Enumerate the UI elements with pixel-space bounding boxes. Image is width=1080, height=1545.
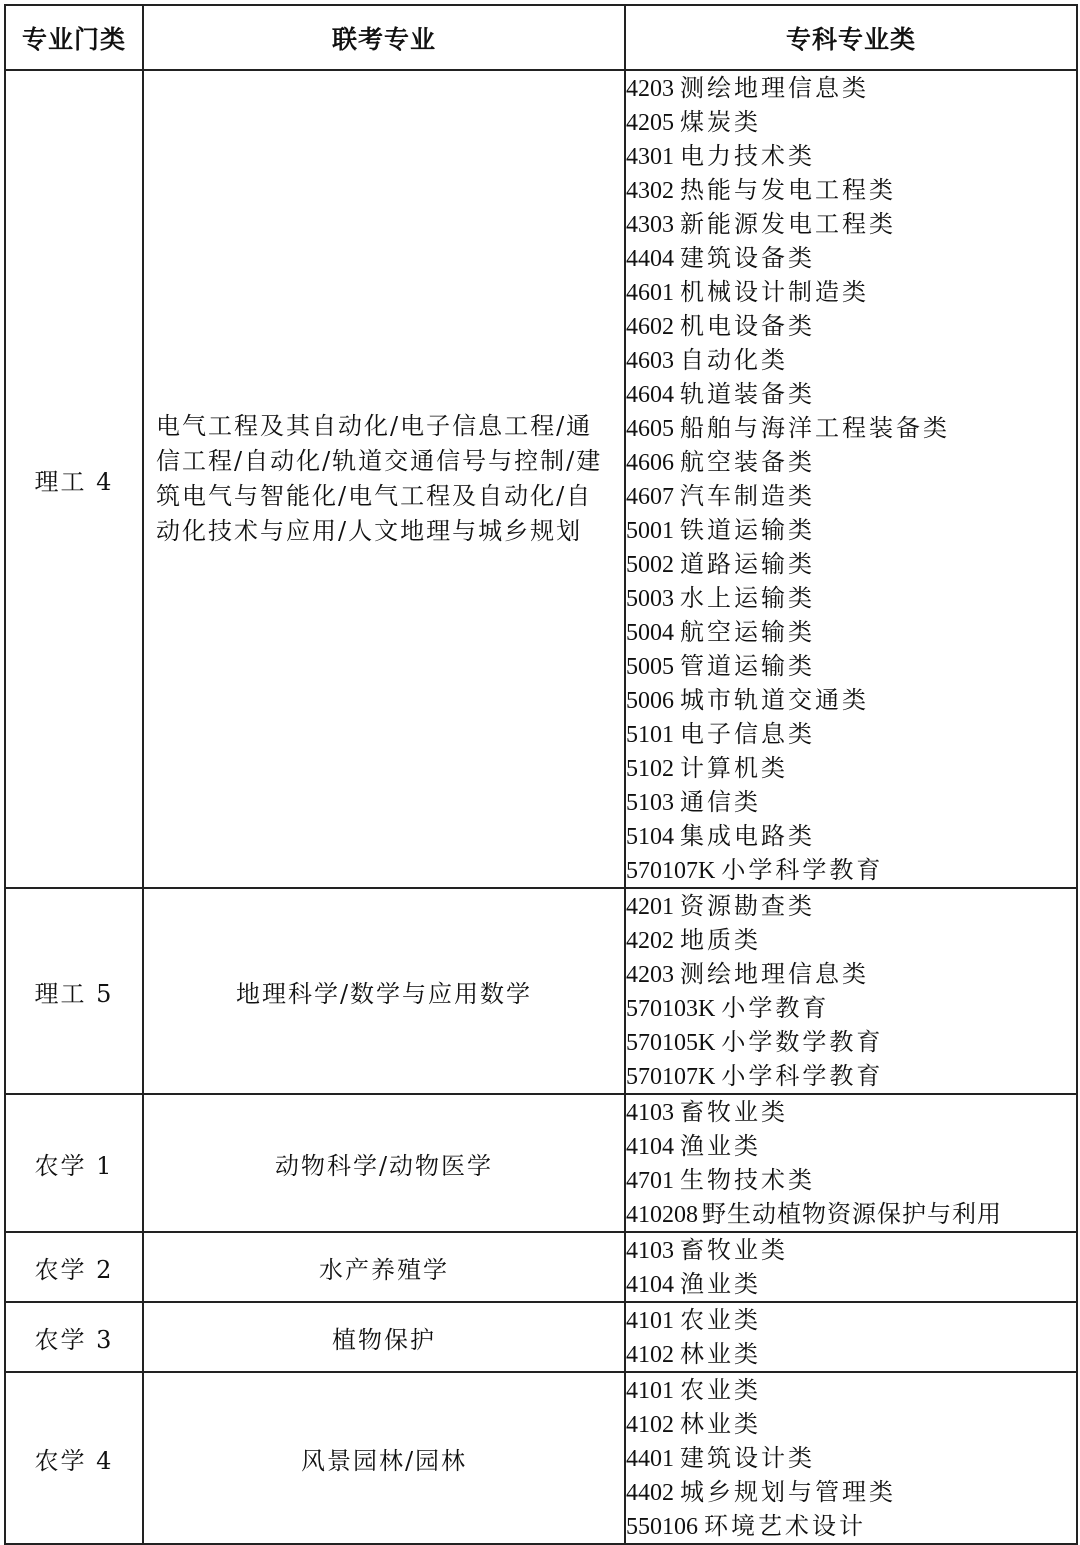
category-cell: 理工 4 — [5, 70, 143, 888]
college-major-item — [626, 1095, 1076, 1129]
category-cell: 理工 5 — [5, 888, 143, 1094]
college-code: 4604 — [626, 382, 674, 408]
table-row — [5, 888, 1077, 1094]
college-major-item — [626, 1267, 1076, 1301]
college-name: 测绘地理信息类 — [680, 74, 869, 102]
major-mapping-table — [4, 4, 1078, 1545]
college-name: 自动化类 — [680, 346, 788, 374]
college-major-item — [626, 717, 1076, 751]
college-name: 水上运输类 — [680, 584, 815, 612]
college-major-item — [626, 1197, 1076, 1231]
college-code: 570107K — [626, 858, 716, 884]
college-major-item — [626, 547, 1076, 581]
college-code: 4606 — [626, 450, 674, 476]
college-name: 渔业类 — [680, 1132, 761, 1160]
college-major-cell — [625, 1094, 1077, 1232]
college-name: 小学数学教育 — [721, 1028, 884, 1056]
college-code: 570107K — [626, 1064, 716, 1090]
college-code: 4203 — [626, 962, 674, 988]
college-major-cell — [625, 70, 1077, 888]
category-cell: 农学 1 — [5, 1094, 143, 1232]
college-major-item — [626, 923, 1076, 957]
college-major-item — [626, 785, 1076, 819]
college-major-item — [626, 309, 1076, 343]
college-name: 航空运输类 — [680, 618, 815, 646]
college-name: 电力技术类 — [680, 142, 815, 170]
college-code: 5001 — [626, 518, 674, 544]
document-page — [4, 4, 1076, 1540]
college-code: 5101 — [626, 722, 674, 748]
college-code: 5006 — [626, 688, 674, 714]
college-name: 林业类 — [680, 1340, 761, 1368]
college-name: 建筑设计类 — [680, 1444, 815, 1472]
college-code: 4102 — [626, 1412, 674, 1438]
college-major-item — [626, 1441, 1076, 1475]
college-major-item — [626, 377, 1076, 411]
college-name: 小学科学教育 — [721, 1062, 884, 1090]
college-name: 建筑设备类 — [680, 244, 815, 272]
college-code: 550106 — [626, 1514, 698, 1540]
college-major-item — [626, 207, 1076, 241]
college-name: 电子信息类 — [680, 720, 815, 748]
college-name: 道路运输类 — [680, 550, 815, 578]
college-code: 4404 — [626, 246, 674, 272]
college-major-item — [626, 1373, 1076, 1407]
college-major-item — [626, 1129, 1076, 1163]
college-code: 4602 — [626, 314, 674, 340]
college-name: 管道运输类 — [680, 652, 815, 680]
college-major-item — [626, 343, 1076, 377]
college-code: 4104 — [626, 1272, 674, 1298]
college-name: 船舶与海洋工程装备类 — [680, 414, 950, 442]
college-code: 4205 — [626, 110, 674, 136]
college-major-item — [626, 139, 1076, 173]
college-name: 小学教育 — [721, 994, 830, 1022]
table-row — [5, 1094, 1077, 1232]
category-cell: 农学 2 — [5, 1232, 143, 1302]
college-code: 4605 — [626, 416, 674, 442]
college-name: 畜牧业类 — [680, 1236, 788, 1264]
college-major-item — [626, 105, 1076, 139]
joint-major-cell: 电气工程及其自动化/电子信息工程/通信工程/自动化/轨道交通信号与控制/建筑电气与智能化/电气工程及自动化/自动化技术与应用/人文地理与城乡规划 — [143, 70, 625, 888]
college-major-item — [626, 1059, 1076, 1093]
college-code: 4201 — [626, 894, 674, 920]
joint-major-cell: 风景园林/园林 — [143, 1372, 625, 1544]
college-code: 4301 — [626, 144, 674, 170]
college-code: 5104 — [626, 824, 674, 850]
college-major-item — [626, 819, 1076, 853]
college-major-item — [626, 445, 1076, 479]
college-code: 4402 — [626, 1480, 674, 1506]
college-code: 4202 — [626, 928, 674, 954]
college-major-item — [626, 241, 1076, 275]
college-name: 农业类 — [680, 1376, 761, 1404]
college-code: 570105K — [626, 1030, 716, 1056]
college-name: 农业类 — [680, 1306, 761, 1334]
college-code: 5002 — [626, 552, 674, 578]
college-name: 城市轨道交通类 — [680, 686, 869, 714]
college-major-item — [626, 1303, 1076, 1337]
college-name: 小学科学教育 — [721, 856, 884, 884]
college-major-item — [626, 991, 1076, 1025]
college-name: 航空装备类 — [680, 448, 815, 476]
header-category: 专业门类 — [5, 5, 143, 70]
table-row — [5, 70, 1077, 888]
college-code: 4104 — [626, 1134, 674, 1160]
college-code: 4203 — [626, 76, 674, 102]
category-cell: 农学 3 — [5, 1302, 143, 1372]
college-name: 畜牧业类 — [680, 1098, 788, 1126]
college-name: 城乡规划与管理类 — [680, 1478, 896, 1506]
college-major-item — [626, 683, 1076, 717]
joint-major-cell: 水产养殖学 — [143, 1232, 625, 1302]
college-name: 测绘地理信息类 — [680, 960, 869, 988]
college-name: 林业类 — [680, 1410, 761, 1438]
table-row — [5, 1302, 1077, 1372]
college-major-item — [626, 1163, 1076, 1197]
college-major-cell — [625, 1302, 1077, 1372]
college-major-item — [626, 581, 1076, 615]
college-code: 4101 — [626, 1378, 674, 1404]
college-code: 5004 — [626, 620, 674, 646]
college-code: 4601 — [626, 280, 674, 306]
college-major-cell — [625, 888, 1077, 1094]
college-name: 渔业类 — [680, 1270, 761, 1298]
college-name: 野生动植物资源保护与利用 — [702, 1200, 1002, 1228]
college-code: 4701 — [626, 1168, 674, 1194]
college-code: 410208 — [626, 1202, 698, 1228]
college-major-item — [626, 173, 1076, 207]
college-major-item — [626, 1025, 1076, 1059]
header-college-major: 专科专业类 — [625, 5, 1077, 70]
college-major-item — [626, 1337, 1076, 1371]
college-code: 4101 — [626, 1308, 674, 1334]
college-major-item — [626, 513, 1076, 547]
college-major-item — [626, 615, 1076, 649]
college-code: 5003 — [626, 586, 674, 612]
college-major-cell — [625, 1372, 1077, 1544]
college-major-item — [626, 479, 1076, 513]
college-major-item — [626, 275, 1076, 309]
college-code: 5005 — [626, 654, 674, 680]
table-row — [5, 1372, 1077, 1544]
college-major-item — [626, 71, 1076, 105]
college-name: 煤炭类 — [680, 108, 761, 136]
college-code: 4607 — [626, 484, 674, 510]
joint-major-cell: 植物保护 — [143, 1302, 625, 1372]
college-name: 铁道运输类 — [680, 516, 815, 544]
college-name: 新能源发电工程类 — [680, 210, 896, 238]
college-name: 汽车制造类 — [680, 482, 815, 510]
college-major-item — [626, 889, 1076, 923]
college-name: 机械设计制造类 — [680, 278, 869, 306]
college-code: 4603 — [626, 348, 674, 374]
college-name: 热能与发电工程类 — [680, 176, 896, 204]
college-major-item — [626, 1407, 1076, 1441]
college-code: 4303 — [626, 212, 674, 238]
college-major-cell — [625, 1232, 1077, 1302]
college-name: 地质类 — [680, 926, 761, 954]
college-code: 4103 — [626, 1238, 674, 1264]
college-major-item — [626, 751, 1076, 785]
college-major-item — [626, 1475, 1076, 1509]
college-code: 5102 — [626, 756, 674, 782]
table-header-row — [5, 5, 1077, 70]
college-name: 机电设备类 — [680, 312, 815, 340]
college-name: 环境艺术设计 — [704, 1512, 866, 1540]
table-row — [5, 1232, 1077, 1302]
college-code: 4401 — [626, 1446, 674, 1472]
college-name: 通信类 — [680, 788, 761, 816]
college-name: 资源勘查类 — [680, 892, 815, 920]
college-code: 4302 — [626, 178, 674, 204]
college-major-item — [626, 957, 1076, 991]
college-major-item — [626, 649, 1076, 683]
college-name: 计算机类 — [680, 754, 788, 782]
category-cell: 农学 4 — [5, 1372, 143, 1544]
college-name: 集成电路类 — [680, 822, 815, 850]
college-name: 轨道装备类 — [680, 380, 815, 408]
header-joint-major: 联考专业 — [143, 5, 625, 70]
college-major-item — [626, 1233, 1076, 1267]
college-code: 570103K — [626, 996, 716, 1022]
college-major-item — [626, 853, 1076, 887]
college-code: 4102 — [626, 1342, 674, 1368]
joint-major-cell: 地理科学/数学与应用数学 — [143, 888, 625, 1094]
college-code: 5103 — [626, 790, 674, 816]
joint-major-cell: 动物科学/动物医学 — [143, 1094, 625, 1232]
college-code: 4103 — [626, 1100, 674, 1126]
college-name: 生物技术类 — [680, 1166, 815, 1194]
college-major-item — [626, 411, 1076, 445]
